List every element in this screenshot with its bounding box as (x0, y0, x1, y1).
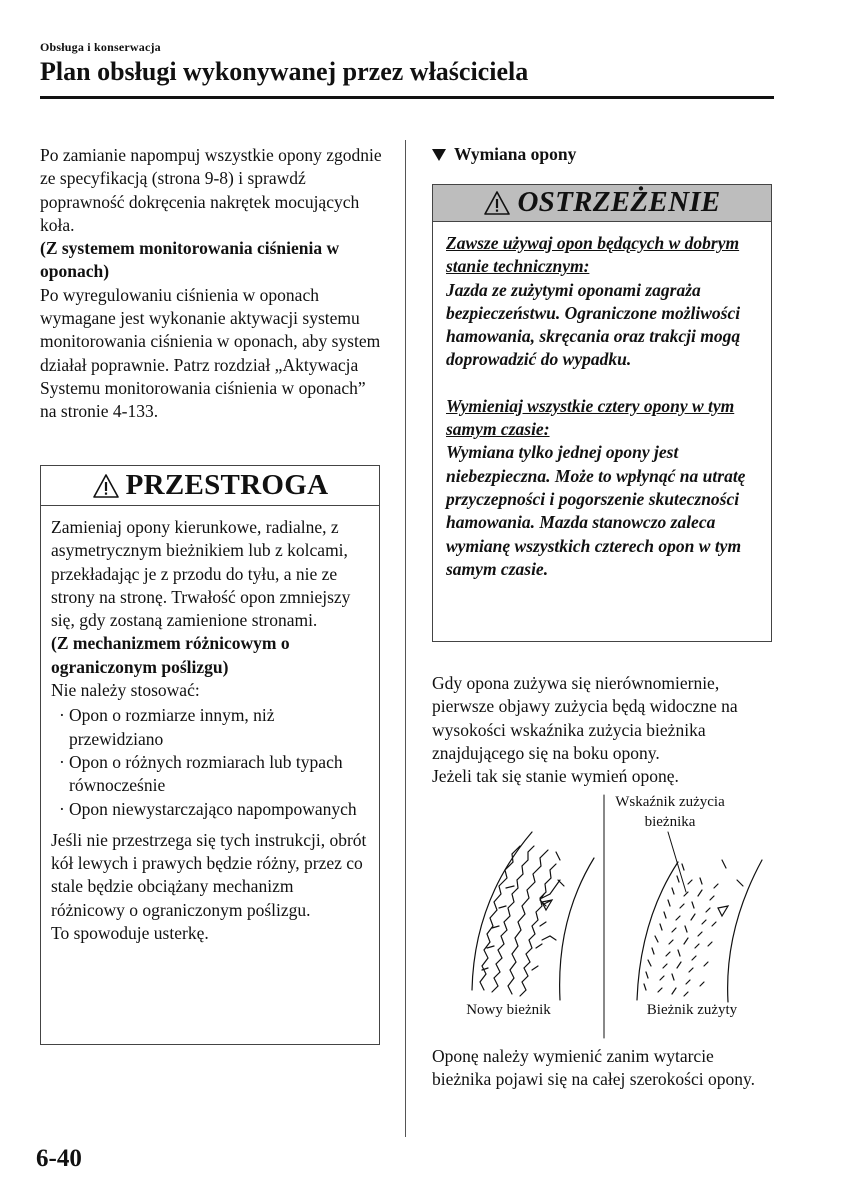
caution-bullet-list (51, 704, 367, 820)
list-item: · Opon niewystarczająco napompowanych (59, 798, 357, 819)
page-title: Plan obsługi wykonywanej przez właściciela (40, 57, 529, 86)
warning-triangle-icon (483, 190, 511, 216)
lsd-heading: (Z mechanizmem różnicowym o ograniczonym poślizgu) (51, 633, 290, 677)
warning-1-body: Jazda ze zużytymi oponami zagraża bezpieczeństwu. Ograniczone możliwości hamowania, skręcania oraz trakcji mogą doprowadzić do wypadku. (446, 279, 741, 370)
worn-tread-label: Bieżnik zużyty (646, 1002, 738, 1018)
replace-before-wear-paragraph: Oponę należy wymienić zanim wytarcie bieżnika pojawi się na całej szerokości opony. (432, 1046, 755, 1090)
tread-wear-figure (432, 790, 777, 1040)
column-divider (405, 140, 406, 1137)
tpms-paragraph: Po wyregulowaniu ciśnienia w oponach wymagane jest wykonanie aktywacji systemu monitorowania ciśnienia w oponach, aby system działał poprawnie. Patrz rozdział „Aktywacja Systemu monitorowania ciśnienia w oponach” na stronie 4-133. (40, 284, 381, 422)
new-tread-label: Nowy bieżnik (466, 1002, 551, 1018)
warning-2-title: Wymieniaj wszystkie cztery opony w tym samym czasie: (446, 395, 735, 440)
wear-indicator-label: Wskaźnik zużycia bieżnika (615, 794, 725, 830)
replace-before-wear-text (432, 1045, 777, 1092)
left-intro (40, 144, 385, 424)
caution-header (41, 466, 379, 506)
caution-paragraph-3: Jeśli nie przestrzega się tych instrukcji, obrót kół lewych i prawych będzie różny, przez co stale będzie obciążany mechanizm różnicowy o ograniczonym poślizgu. (51, 829, 367, 920)
warning-header (433, 185, 771, 222)
page-number: 6-40 (36, 1145, 82, 1172)
warning-header-text: OSTRZEŻENIE (517, 186, 721, 219)
tire-replacement-heading (432, 144, 576, 165)
caution-paragraph-1: Zamieniaj opony kierunkowe, radialne, z asymetrycznym bieżnikiem lub z kolcami, przekładając je z przodu do tyłu, a nie ze strony na stronę. Trwałość opon zmniejszy się, gdy zostaną zamienione stronami. (51, 517, 351, 631)
tire-replacement-heading-text: Wymiana opony (454, 144, 577, 164)
uneven-wear-paragraph: Gdy opona zużywa się nierównomiernie, pierwsze objawy zużycia będą widoczne na wysokości wskaźnika zużycia bieżnika znajdującego się na boku opony. (432, 673, 738, 763)
warning-2-body: Wymiana tylko jednej opony jest niebezpieczna. Może to wpłynąć na utratę przyczepności i pogorszenie skuteczności hamowania. Mazda stanowczo zaleca wymianę wszystkich czterech opon w tym samym czasie. (446, 442, 746, 579)
warning-1-title: Zawsze używaj opon będących w dobrym stanie technicznym: (446, 233, 740, 277)
caution-paragraph-2: Nie należy stosować: (51, 680, 200, 701)
warning-box (432, 184, 772, 642)
caution-box (40, 465, 380, 1045)
tpms-heading: (Z systemem monitorowania ciśnienia w oponach) (40, 238, 340, 282)
warning-body (433, 222, 771, 581)
list-item: · Opon o rozmiarze innym, niż przewidziano (59, 705, 275, 749)
caution-paragraph-4: To spowoduje usterkę. (51, 923, 209, 944)
uneven-wear-text (432, 672, 777, 788)
warning-triangle-icon (92, 473, 120, 499)
section-label: Obsługa i konserwacja (40, 40, 161, 54)
intro-paragraph: Po zamianie napompuj wszystkie opony zgodnie ze specyfikacją (strona 9-8) i sprawdź poprawność dokręcenia nakrętek mocujących koła. (40, 145, 382, 235)
caution-header-text: PRZESTROGA (125, 468, 329, 501)
triangle-down-icon (432, 149, 446, 161)
list-item: · Opon o różnych rozmiarach lub typach równocześnie (59, 751, 343, 796)
title-rule (40, 96, 774, 99)
replace-tire-paragraph: Jeżeli tak się stanie wymień oponę. (432, 766, 679, 787)
caution-body (41, 506, 379, 945)
